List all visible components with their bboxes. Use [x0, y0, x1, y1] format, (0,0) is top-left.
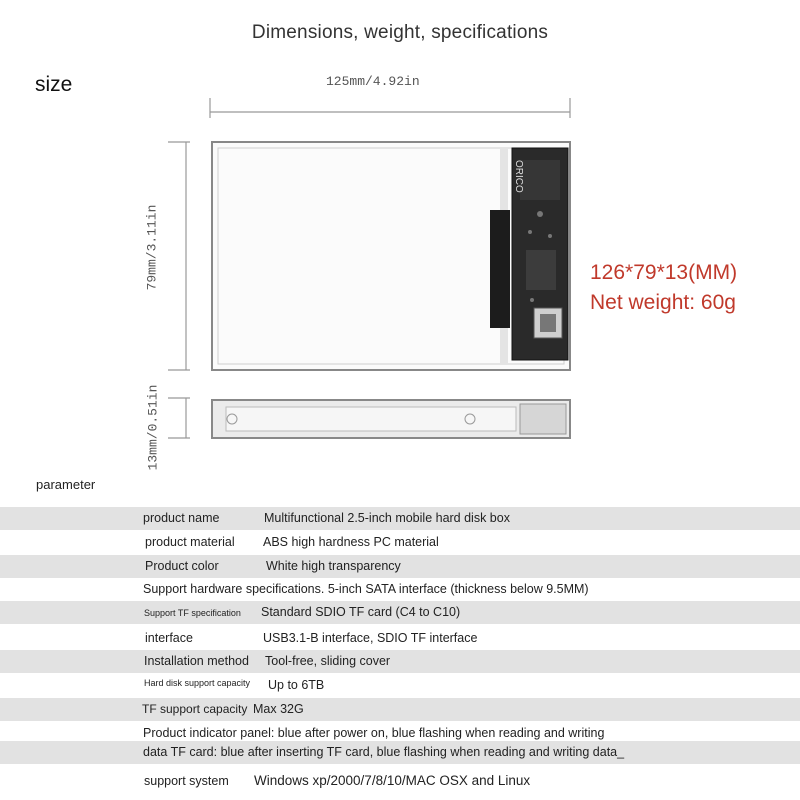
spec-key: support system	[144, 774, 229, 788]
depth-dimension-label: 13mm/0.51in	[145, 384, 161, 471]
spec-key: Installation method	[144, 654, 249, 668]
spec-row	[0, 555, 800, 578]
spec-row	[0, 650, 800, 673]
spec-key: product material	[145, 535, 235, 549]
spec-value: Windows xp/2000/7/8/10/MAC OSX and Linux	[254, 773, 531, 788]
size-heading: size	[35, 73, 73, 96]
size-summary: 126*79*13(MM)	[590, 261, 738, 284]
spec-row	[0, 698, 800, 721]
spec-row	[0, 578, 800, 601]
spec-value: Standard SDIO TF card (C4 to C10)	[261, 605, 461, 619]
spec-row	[0, 674, 800, 697]
spec-value: Tool-free, sliding cover	[265, 654, 391, 668]
height-dimension-line	[168, 142, 190, 370]
spec-row	[0, 507, 800, 530]
spec-value: White high transparency	[266, 559, 401, 573]
depth-dimension-line	[168, 398, 190, 438]
spec-key: Product indicator panel: blue after power on, blue flashing when reading and writing	[143, 726, 605, 740]
spec-value: Up to 6TB	[268, 678, 325, 692]
spec-key: data TF card: blue after inserting TF card, blue flashing when reading and writing data_	[143, 745, 625, 759]
width-dimension-line	[210, 98, 570, 118]
spec-row	[0, 741, 800, 764]
spec-key: Support TF specification	[144, 608, 241, 618]
spec-key: Support hardware specifications. 5-inch SATA interface (thickness below 9.5MM)	[143, 582, 589, 596]
spec-row	[0, 531, 800, 554]
spec-key: product name	[143, 511, 220, 525]
dimension-summary	[590, 258, 737, 318]
spec-value: ABS high hardness PC material	[263, 535, 439, 549]
parameter-heading: parameter	[36, 477, 96, 492]
height-dimension-label: 79mm/3.11in	[144, 204, 160, 291]
spec-row	[0, 770, 800, 793]
spec-value: Multifunctional 2.5-inch mobile hard disk box	[264, 511, 510, 525]
spec-row	[0, 627, 800, 650]
spec-key: Hard disk support capacity	[144, 678, 251, 688]
spec-key: interface	[145, 631, 193, 645]
spec-key: TF support capacity	[142, 702, 248, 716]
spec-value: Max 32G	[253, 702, 304, 716]
spec-key: Product color	[145, 559, 219, 573]
enclosure-side-view	[212, 400, 570, 438]
net-weight: Net weight: 60g	[590, 291, 736, 314]
width-dimension-label: 125mm/4.92in	[326, 74, 420, 89]
page-title: Dimensions, weight, specifications	[251, 22, 549, 43]
spec-value: USB3.1-B interface, SDIO TF interface	[263, 631, 478, 645]
brand-logo: ORICO	[513, 160, 524, 193]
spec-row	[0, 601, 800, 624]
